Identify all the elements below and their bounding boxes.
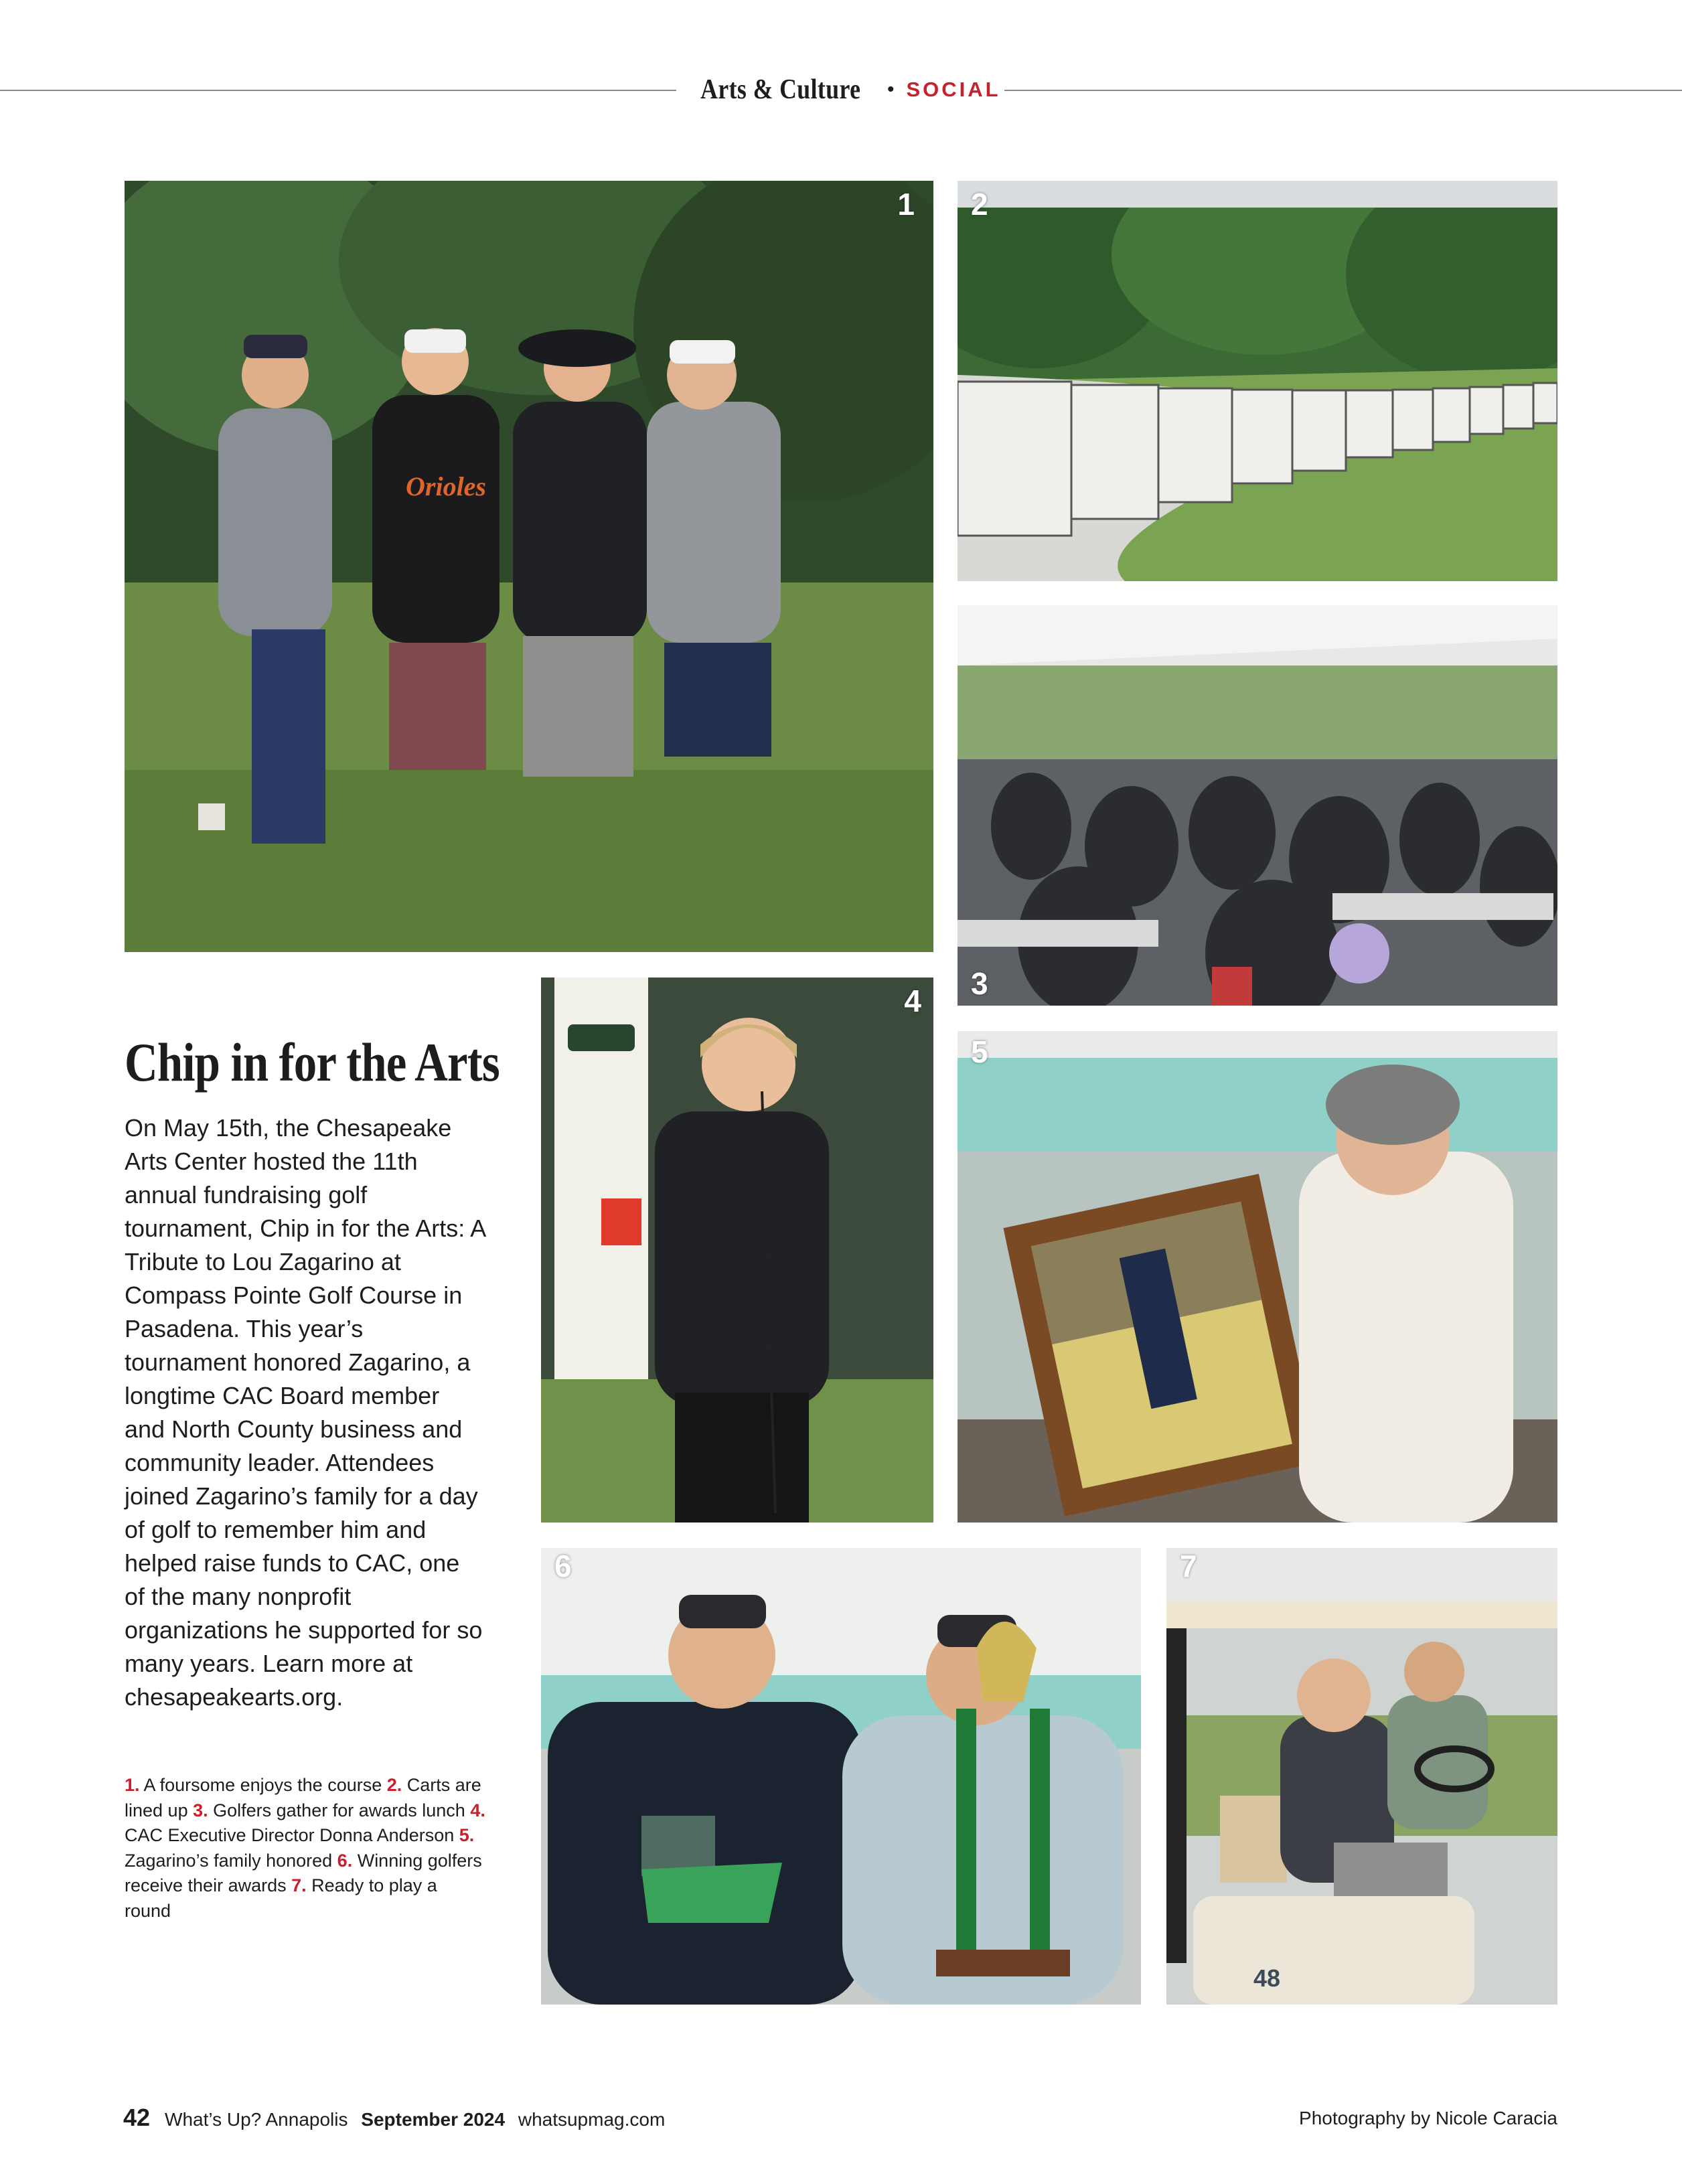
photo-carts [958,181,1557,581]
photo-number-3: 3 [971,966,988,1001]
issue-date: September 2024 [361,2109,506,2130]
header-rule-left [0,90,676,91]
photo-number-1: 1 [897,187,915,222]
caption-text: Ready to play a round [125,1875,437,1921]
section-header [696,70,1001,110]
photo-foursome [125,181,933,952]
caption-text: CAC Executive Director Donna Anderson [125,1825,459,1845]
caption-number: 4. [470,1800,485,1820]
caption-number: 5. [459,1825,475,1845]
caption-text: Carts are lined up [125,1775,481,1820]
caption-text: Golfers gather for awards lunch [208,1800,471,1820]
photo-awards-lunch [958,605,1557,1006]
photo-family-honored [958,1031,1557,1523]
publication-name: What’s Up? Annapolis [165,2109,348,2130]
page-number: 42 [123,2104,151,2131]
section-subtitle: SOCIAL [906,78,1001,101]
website-link[interactable]: whatsupmag.com [518,2109,666,2130]
photo-captions [125,1773,486,1924]
section-separator: • [887,78,895,100]
header-rule-right [1004,90,1682,91]
page-footer [123,2104,665,2132]
photo-executive-director [541,978,933,1523]
caption-number: 6. [337,1850,353,1871]
article-body: On May 15th, the Chesapeake Arts Center hosted the 11th annual fundraising golf tournament, Chip in for the Arts: A Tribute to Lou Zagarino at Compass Pointe Golf Course in Pasadena. This year’s tournament honored Zagarino, a longtime CAC Board member and North County business and community leader. Attendees joined Zagarino’s family for a day of golf to remember him and helped raise funds to CAC, one of the many nonprofit organizations he supported for so many years. Learn more at chesapeakearts.org. [125,1114,485,1711]
photo-winning-golfers [541,1548,1141,2005]
photo-number-2: 2 [971,187,988,222]
caption-number: 3. [193,1800,208,1820]
article-headline: Chip in for the Arts [125,1032,500,1093]
caption-text: Zagarino’s family honored [125,1850,337,1871]
photo-number-4: 4 [904,984,921,1018]
caption-text: Winning golfers receive their awards [125,1850,482,1895]
caption-number: 2. [386,1775,402,1795]
caption-number: 1. [125,1775,140,1795]
photo-credit: Photography by Nicole Caracia [1299,2108,1557,2128]
cart-number-text: 48 [1253,1964,1281,1992]
caption-number: 7. [291,1875,307,1895]
photo-number-5: 5 [971,1034,988,1069]
photo-number-7: 7 [1180,1549,1197,1583]
photo-number-6: 6 [554,1549,572,1583]
photo-golf-cart [1166,1548,1557,2005]
section-title: Arts & Culture [700,74,861,105]
caption-text: A foursome enjoys the course [139,1775,387,1795]
orioles-shirt-text: Orioles [406,471,486,501]
